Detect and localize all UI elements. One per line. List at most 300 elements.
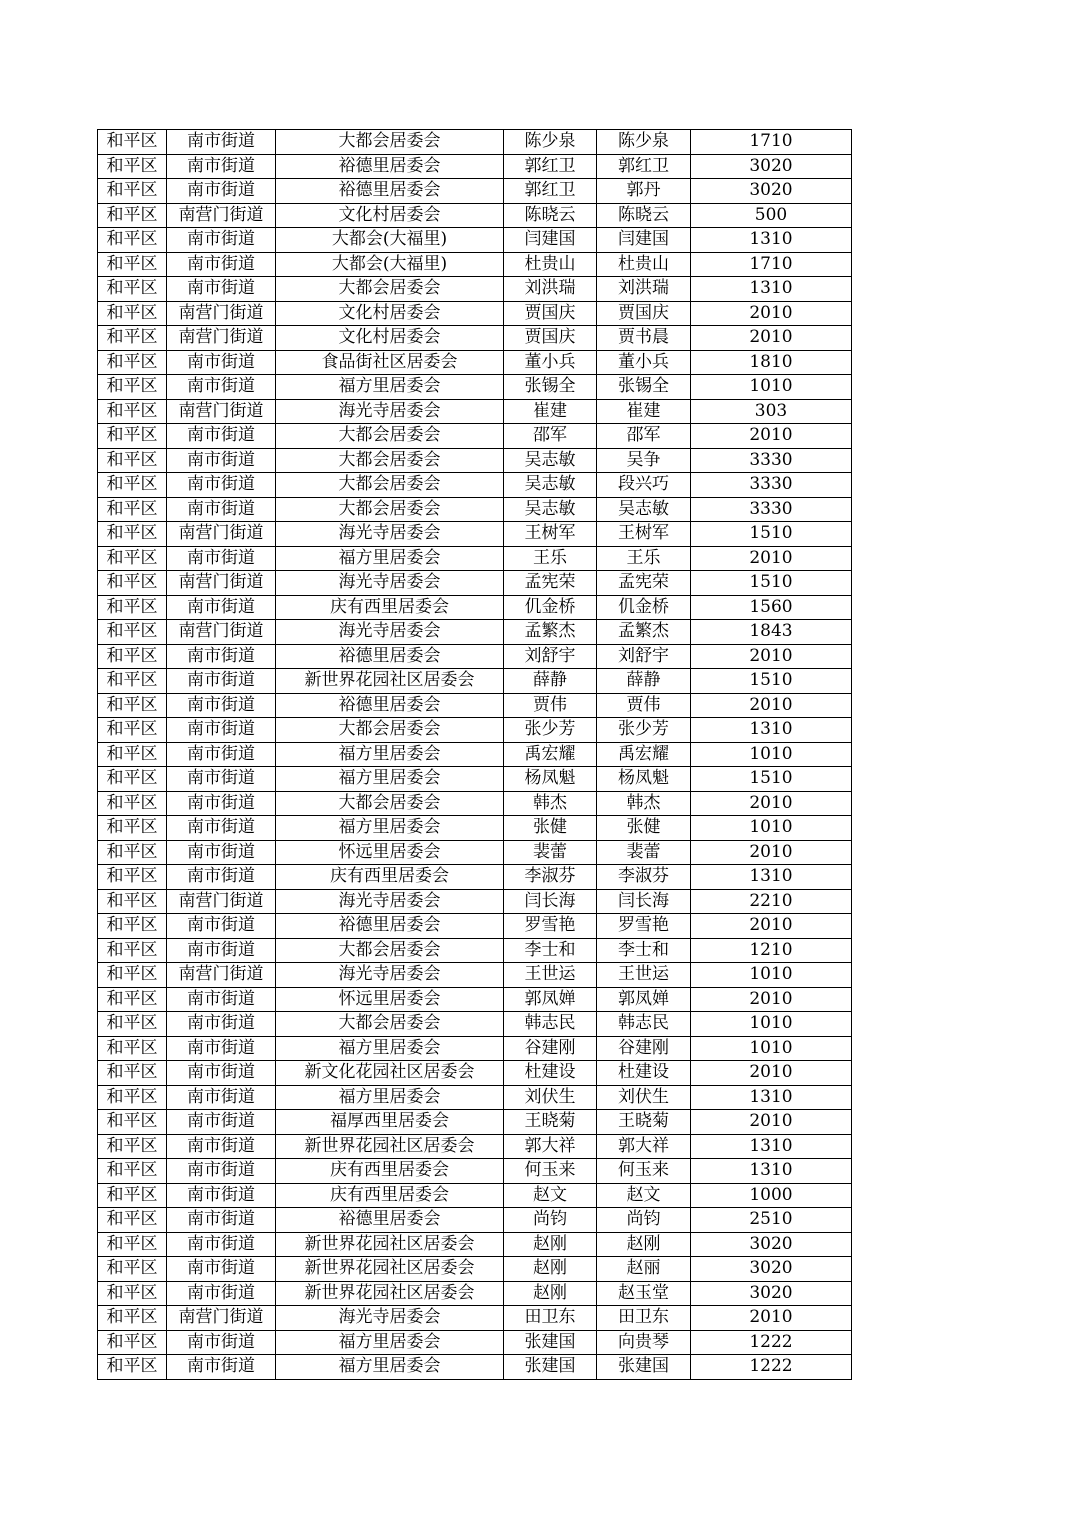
applicant-cell: 吴志敏 — [504, 448, 597, 473]
street-cell: 南市街道 — [167, 497, 276, 522]
committee-cell: 海光寺居委会 — [276, 571, 504, 596]
table-row — [98, 1183, 852, 1208]
member-cell: 张少芳 — [597, 718, 691, 743]
street-cell: 南市街道 — [167, 914, 276, 939]
street-cell: 南市街道 — [167, 252, 276, 277]
committee-cell: 福方里居委会 — [276, 1330, 504, 1355]
applicant-cell: 张少芳 — [504, 718, 597, 743]
committee-cell: 庆有西里居委会 — [276, 865, 504, 890]
district-cell: 和平区 — [98, 865, 167, 890]
member-cell: 吴争 — [597, 448, 691, 473]
district-cell: 和平区 — [98, 840, 167, 865]
amount-cell: 1010 — [691, 375, 852, 400]
table-row — [98, 718, 852, 743]
street-cell: 南市街道 — [167, 277, 276, 302]
applicant-cell: 王世运 — [504, 963, 597, 988]
applicant-cell: 陈晓云 — [504, 203, 597, 228]
district-cell: 和平区 — [98, 1355, 167, 1380]
street-cell: 南营门街道 — [167, 522, 276, 547]
committee-cell: 新世界花园社区居委会 — [276, 1281, 504, 1306]
amount-cell: 2010 — [691, 644, 852, 669]
amount-cell: 2210 — [691, 889, 852, 914]
applicant-cell: 董小兵 — [504, 350, 597, 375]
applicant-cell: 崔建 — [504, 399, 597, 424]
street-cell: 南市街道 — [167, 693, 276, 718]
committee-cell: 福方里居委会 — [276, 375, 504, 400]
member-cell: 仉金桥 — [597, 595, 691, 620]
member-cell: 陈晓云 — [597, 203, 691, 228]
data-table — [97, 129, 852, 1380]
district-cell: 和平区 — [98, 1257, 167, 1282]
street-cell: 南市街道 — [167, 130, 276, 155]
district-cell: 和平区 — [98, 399, 167, 424]
committee-cell: 大都会居委会 — [276, 497, 504, 522]
district-cell: 和平区 — [98, 889, 167, 914]
applicant-cell: 张健 — [504, 816, 597, 841]
applicant-cell: 韩杰 — [504, 791, 597, 816]
district-cell: 和平区 — [98, 154, 167, 179]
table-row — [98, 179, 852, 204]
committee-cell: 大都会居委会 — [276, 938, 504, 963]
district-cell: 和平区 — [98, 1330, 167, 1355]
district-cell: 和平区 — [98, 228, 167, 253]
member-cell: 裴蕾 — [597, 840, 691, 865]
member-cell: 李淑芬 — [597, 865, 691, 890]
member-cell: 闫建国 — [597, 228, 691, 253]
district-cell: 和平区 — [98, 914, 167, 939]
member-cell: 郭红卫 — [597, 154, 691, 179]
table-row — [98, 1281, 852, 1306]
member-cell: 薛静 — [597, 669, 691, 694]
table-row — [98, 816, 852, 841]
amount-cell: 2010 — [691, 914, 852, 939]
street-cell: 南营门街道 — [167, 326, 276, 351]
member-cell: 尚钧 — [597, 1208, 691, 1233]
amount-cell: 2010 — [691, 1061, 852, 1086]
table-row — [98, 1232, 852, 1257]
committee-cell: 大都会(大福里) — [276, 228, 504, 253]
table-row — [98, 473, 852, 498]
table-row — [98, 1134, 852, 1159]
district-cell: 和平区 — [98, 987, 167, 1012]
district-cell: 和平区 — [98, 1183, 167, 1208]
district-cell: 和平区 — [98, 473, 167, 498]
member-cell: 李士和 — [597, 938, 691, 963]
member-cell: 孟繁杰 — [597, 620, 691, 645]
amount-cell: 1222 — [691, 1330, 852, 1355]
committee-cell: 大都会居委会 — [276, 473, 504, 498]
district-cell: 和平区 — [98, 1036, 167, 1061]
table-row — [98, 620, 852, 645]
committee-cell: 海光寺居委会 — [276, 620, 504, 645]
committee-cell: 裕德里居委会 — [276, 644, 504, 669]
table-row — [98, 546, 852, 571]
member-cell: 贾书晨 — [597, 326, 691, 351]
district-cell: 和平区 — [98, 522, 167, 547]
amount-cell: 3330 — [691, 473, 852, 498]
district-cell: 和平区 — [98, 938, 167, 963]
committee-cell: 怀远里居委会 — [276, 840, 504, 865]
street-cell: 南市街道 — [167, 767, 276, 792]
applicant-cell: 陈少泉 — [504, 130, 597, 155]
committee-cell: 文化村居委会 — [276, 203, 504, 228]
district-cell: 和平区 — [98, 767, 167, 792]
table-row — [98, 840, 852, 865]
member-cell: 吴志敏 — [597, 497, 691, 522]
amount-cell: 1810 — [691, 350, 852, 375]
street-cell: 南市街道 — [167, 595, 276, 620]
table-row — [98, 350, 852, 375]
table-row — [98, 1330, 852, 1355]
member-cell: 杨凤魁 — [597, 767, 691, 792]
street-cell: 南市街道 — [167, 1232, 276, 1257]
member-cell: 刘洪瑞 — [597, 277, 691, 302]
amount-cell: 3330 — [691, 448, 852, 473]
applicant-cell: 仉金桥 — [504, 595, 597, 620]
district-cell: 和平区 — [98, 1208, 167, 1233]
committee-cell: 福方里居委会 — [276, 767, 504, 792]
member-cell: 赵刚 — [597, 1232, 691, 1257]
applicant-cell: 罗雪艳 — [504, 914, 597, 939]
applicant-cell: 贾伟 — [504, 693, 597, 718]
amount-cell: 1310 — [691, 718, 852, 743]
table-row — [98, 1306, 852, 1331]
amount-cell: 2010 — [691, 1306, 852, 1331]
committee-cell: 裕德里居委会 — [276, 1208, 504, 1233]
table-row — [98, 1012, 852, 1037]
applicant-cell: 闫建国 — [504, 228, 597, 253]
applicant-cell: 尚钧 — [504, 1208, 597, 1233]
applicant-cell: 禹宏耀 — [504, 742, 597, 767]
member-cell: 郭大祥 — [597, 1134, 691, 1159]
amount-cell: 1310 — [691, 1085, 852, 1110]
district-cell: 和平区 — [98, 718, 167, 743]
street-cell: 南市街道 — [167, 546, 276, 571]
district-cell: 和平区 — [98, 1110, 167, 1135]
district-cell: 和平区 — [98, 546, 167, 571]
amount-cell: 3020 — [691, 154, 852, 179]
committee-cell: 新世界花园社区居委会 — [276, 1257, 504, 1282]
district-cell: 和平区 — [98, 571, 167, 596]
amount-cell: 1010 — [691, 1036, 852, 1061]
amount-cell: 303 — [691, 399, 852, 424]
applicant-cell: 闫长海 — [504, 889, 597, 914]
member-cell: 段兴巧 — [597, 473, 691, 498]
table-row — [98, 742, 852, 767]
committee-cell: 怀远里居委会 — [276, 987, 504, 1012]
committee-cell: 庆有西里居委会 — [276, 1159, 504, 1184]
amount-cell: 1510 — [691, 767, 852, 792]
committee-cell: 庆有西里居委会 — [276, 595, 504, 620]
district-cell: 和平区 — [98, 620, 167, 645]
committee-cell: 裕德里居委会 — [276, 154, 504, 179]
committee-cell: 大都会居委会 — [276, 448, 504, 473]
committee-cell: 海光寺居委会 — [276, 522, 504, 547]
table-row — [98, 1036, 852, 1061]
street-cell: 南市街道 — [167, 865, 276, 890]
table-row — [98, 595, 852, 620]
amount-cell: 2010 — [691, 546, 852, 571]
applicant-cell: 吴志敏 — [504, 473, 597, 498]
street-cell: 南市街道 — [167, 448, 276, 473]
table-row — [98, 1110, 852, 1135]
committee-cell: 福方里居委会 — [276, 742, 504, 767]
amount-cell: 2010 — [691, 791, 852, 816]
spreadsheet-page — [97, 129, 849, 1380]
street-cell: 南市街道 — [167, 742, 276, 767]
committee-cell: 新世界花园社区居委会 — [276, 1134, 504, 1159]
applicant-cell: 邵军 — [504, 424, 597, 449]
table-row — [98, 914, 852, 939]
table-row — [98, 1355, 852, 1380]
street-cell: 南市街道 — [167, 669, 276, 694]
amount-cell: 1000 — [691, 1183, 852, 1208]
district-cell: 和平区 — [98, 791, 167, 816]
district-cell: 和平区 — [98, 1281, 167, 1306]
applicant-cell: 郭红卫 — [504, 154, 597, 179]
amount-cell: 1310 — [691, 1134, 852, 1159]
district-cell: 和平区 — [98, 963, 167, 988]
amount-cell: 3020 — [691, 1232, 852, 1257]
amount-cell: 500 — [691, 203, 852, 228]
applicant-cell: 郭凤婵 — [504, 987, 597, 1012]
amount-cell: 2510 — [691, 1208, 852, 1233]
amount-cell: 2010 — [691, 424, 852, 449]
applicant-cell: 杜建设 — [504, 1061, 597, 1086]
street-cell: 南市街道 — [167, 154, 276, 179]
committee-cell: 裕德里居委会 — [276, 914, 504, 939]
street-cell: 南市街道 — [167, 179, 276, 204]
district-cell: 和平区 — [98, 375, 167, 400]
district-cell: 和平区 — [98, 326, 167, 351]
member-cell: 崔建 — [597, 399, 691, 424]
street-cell: 南市街道 — [167, 1208, 276, 1233]
applicant-cell: 裴蕾 — [504, 840, 597, 865]
member-cell: 杜贵山 — [597, 252, 691, 277]
district-cell: 和平区 — [98, 816, 167, 841]
district-cell: 和平区 — [98, 1012, 167, 1037]
street-cell: 南市街道 — [167, 1355, 276, 1380]
table-row — [98, 791, 852, 816]
committee-cell: 大都会(大福里) — [276, 252, 504, 277]
amount-cell: 2010 — [691, 1110, 852, 1135]
member-cell: 郭丹 — [597, 179, 691, 204]
amount-cell: 1843 — [691, 620, 852, 645]
district-cell: 和平区 — [98, 448, 167, 473]
street-cell: 南营门街道 — [167, 399, 276, 424]
member-cell: 张建国 — [597, 1355, 691, 1380]
amount-cell: 1710 — [691, 130, 852, 155]
district-cell: 和平区 — [98, 595, 167, 620]
committee-cell: 福方里居委会 — [276, 816, 504, 841]
amount-cell: 1010 — [691, 963, 852, 988]
street-cell: 南市街道 — [167, 473, 276, 498]
committee-cell: 海光寺居委会 — [276, 1306, 504, 1331]
member-cell: 王树军 — [597, 522, 691, 547]
applicant-cell: 韩志民 — [504, 1012, 597, 1037]
street-cell: 南市街道 — [167, 987, 276, 1012]
street-cell: 南营门街道 — [167, 963, 276, 988]
amount-cell: 1560 — [691, 595, 852, 620]
member-cell: 罗雪艳 — [597, 914, 691, 939]
district-cell: 和平区 — [98, 424, 167, 449]
amount-cell: 1710 — [691, 252, 852, 277]
amount-cell: 1510 — [691, 669, 852, 694]
applicant-cell: 薛静 — [504, 669, 597, 694]
street-cell: 南市街道 — [167, 1330, 276, 1355]
applicant-cell: 杜贵山 — [504, 252, 597, 277]
street-cell: 南营门街道 — [167, 889, 276, 914]
amount-cell: 3020 — [691, 1281, 852, 1306]
amount-cell: 1222 — [691, 1355, 852, 1380]
applicant-cell: 王晓菊 — [504, 1110, 597, 1135]
street-cell: 南市街道 — [167, 1012, 276, 1037]
committee-cell: 海光寺居委会 — [276, 399, 504, 424]
table-row — [98, 644, 852, 669]
committee-cell: 大都会居委会 — [276, 424, 504, 449]
committee-cell: 大都会居委会 — [276, 130, 504, 155]
street-cell: 南市街道 — [167, 644, 276, 669]
table-row — [98, 252, 852, 277]
amount-cell: 1210 — [691, 938, 852, 963]
applicant-cell: 王树军 — [504, 522, 597, 547]
table-row — [98, 399, 852, 424]
member-cell: 贾国庆 — [597, 301, 691, 326]
committee-cell: 庆有西里居委会 — [276, 1183, 504, 1208]
member-cell: 禹宏耀 — [597, 742, 691, 767]
table-row — [98, 1085, 852, 1110]
member-cell: 向贵琴 — [597, 1330, 691, 1355]
amount-cell: 3330 — [691, 497, 852, 522]
street-cell: 南市街道 — [167, 718, 276, 743]
applicant-cell: 孟繁杰 — [504, 620, 597, 645]
district-cell: 和平区 — [98, 644, 167, 669]
applicant-cell: 贾国庆 — [504, 301, 597, 326]
district-cell: 和平区 — [98, 179, 167, 204]
member-cell: 邵军 — [597, 424, 691, 449]
table-row — [98, 497, 852, 522]
district-cell: 和平区 — [98, 1159, 167, 1184]
district-cell: 和平区 — [98, 1306, 167, 1331]
amount-cell: 1010 — [691, 742, 852, 767]
committee-cell: 裕德里居委会 — [276, 693, 504, 718]
member-cell: 张锡全 — [597, 375, 691, 400]
member-cell: 杜建设 — [597, 1061, 691, 1086]
amount-cell: 3020 — [691, 179, 852, 204]
street-cell: 南市街道 — [167, 816, 276, 841]
committee-cell: 文化村居委会 — [276, 326, 504, 351]
amount-cell: 2010 — [691, 326, 852, 351]
applicant-cell: 郭大祥 — [504, 1134, 597, 1159]
applicant-cell: 吴志敏 — [504, 497, 597, 522]
applicant-cell: 王乐 — [504, 546, 597, 571]
member-cell: 闫长海 — [597, 889, 691, 914]
applicant-cell: 李士和 — [504, 938, 597, 963]
amount-cell: 3020 — [691, 1257, 852, 1282]
amount-cell: 1510 — [691, 522, 852, 547]
amount-cell: 2010 — [691, 693, 852, 718]
table-row — [98, 1061, 852, 1086]
committee-cell: 食品街社区居委会 — [276, 350, 504, 375]
table-row — [98, 424, 852, 449]
committee-cell: 大都会居委会 — [276, 1012, 504, 1037]
district-cell: 和平区 — [98, 497, 167, 522]
table-row — [98, 669, 852, 694]
applicant-cell: 刘伏生 — [504, 1085, 597, 1110]
table-row — [98, 571, 852, 596]
district-cell: 和平区 — [98, 742, 167, 767]
table-row — [98, 963, 852, 988]
table-row — [98, 326, 852, 351]
district-cell: 和平区 — [98, 1134, 167, 1159]
street-cell: 南市街道 — [167, 1085, 276, 1110]
committee-cell: 福方里居委会 — [276, 546, 504, 571]
table-row — [98, 1257, 852, 1282]
street-cell: 南市街道 — [167, 1134, 276, 1159]
applicant-cell: 贾国庆 — [504, 326, 597, 351]
committee-cell: 新文化花园社区居委会 — [276, 1061, 504, 1086]
member-cell: 赵文 — [597, 1183, 691, 1208]
table-row — [98, 889, 852, 914]
street-cell: 南市街道 — [167, 375, 276, 400]
member-cell: 孟宪荣 — [597, 571, 691, 596]
amount-cell: 2010 — [691, 301, 852, 326]
member-cell: 谷建刚 — [597, 1036, 691, 1061]
amount-cell: 1010 — [691, 816, 852, 841]
committee-cell: 海光寺居委会 — [276, 889, 504, 914]
table-row — [98, 865, 852, 890]
applicant-cell: 刘洪瑞 — [504, 277, 597, 302]
amount-cell: 1510 — [691, 571, 852, 596]
member-cell: 韩杰 — [597, 791, 691, 816]
table-row — [98, 448, 852, 473]
applicant-cell: 郭红卫 — [504, 179, 597, 204]
applicant-cell: 张锡全 — [504, 375, 597, 400]
street-cell: 南市街道 — [167, 938, 276, 963]
applicant-cell: 孟宪荣 — [504, 571, 597, 596]
applicant-cell: 赵刚 — [504, 1232, 597, 1257]
applicant-cell: 谷建刚 — [504, 1036, 597, 1061]
table-row — [98, 301, 852, 326]
applicant-cell: 李淑芬 — [504, 865, 597, 890]
street-cell: 南市街道 — [167, 424, 276, 449]
member-cell: 田卫东 — [597, 1306, 691, 1331]
applicant-cell: 杨凤魁 — [504, 767, 597, 792]
member-cell: 王世运 — [597, 963, 691, 988]
street-cell: 南营门街道 — [167, 203, 276, 228]
amount-cell: 1310 — [691, 228, 852, 253]
member-cell: 刘舒宇 — [597, 644, 691, 669]
street-cell: 南营门街道 — [167, 301, 276, 326]
member-cell: 韩志民 — [597, 1012, 691, 1037]
member-cell: 赵玉堂 — [597, 1281, 691, 1306]
street-cell: 南市街道 — [167, 1159, 276, 1184]
street-cell: 南营门街道 — [167, 571, 276, 596]
table-row — [98, 1159, 852, 1184]
applicant-cell: 张建国 — [504, 1355, 597, 1380]
table-row — [98, 1208, 852, 1233]
district-cell: 和平区 — [98, 277, 167, 302]
committee-cell: 新世界花园社区居委会 — [276, 669, 504, 694]
amount-cell: 1010 — [691, 1012, 852, 1037]
street-cell: 南市街道 — [167, 1110, 276, 1135]
district-cell: 和平区 — [98, 669, 167, 694]
member-cell: 王乐 — [597, 546, 691, 571]
member-cell: 贾伟 — [597, 693, 691, 718]
table-row — [98, 767, 852, 792]
member-cell: 张健 — [597, 816, 691, 841]
committee-cell: 福方里居委会 — [276, 1085, 504, 1110]
